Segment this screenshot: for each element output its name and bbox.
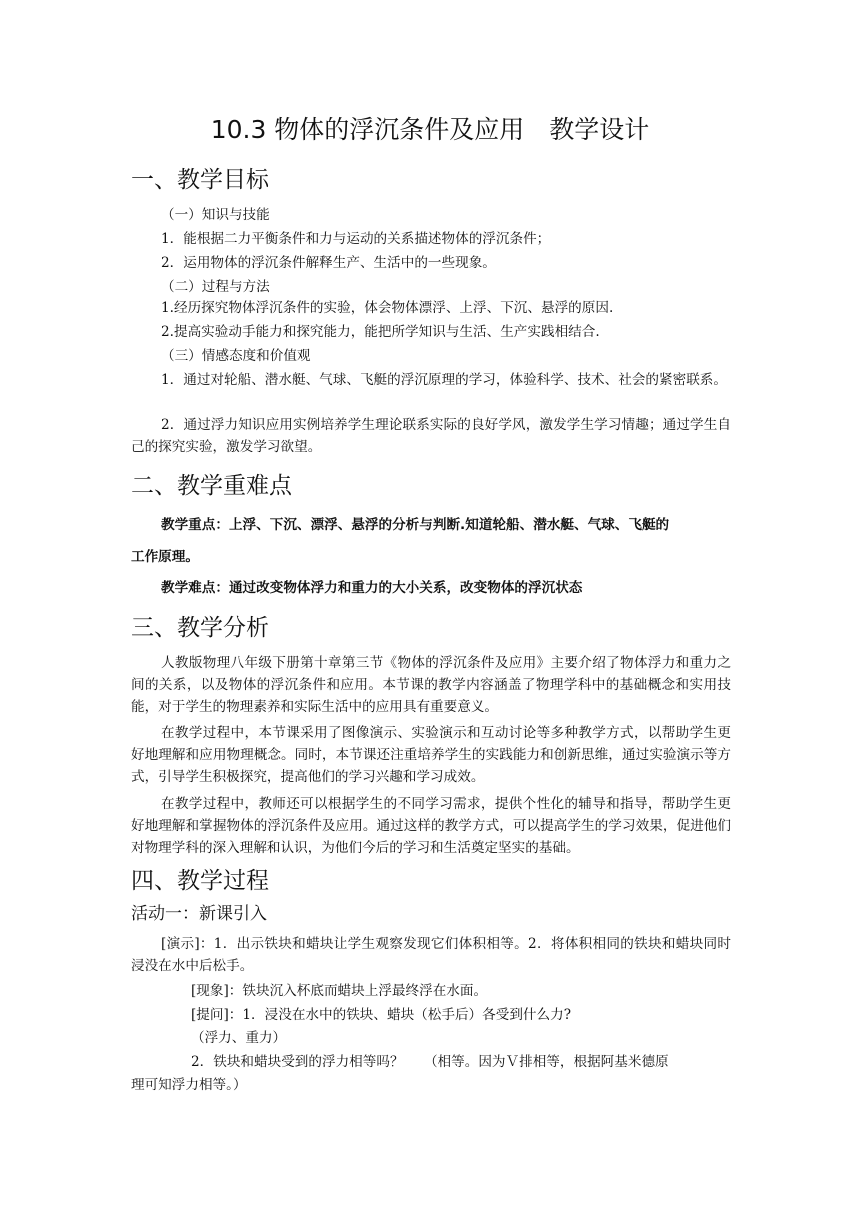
section-heading-key-difficult: 二、教学重难点 <box>131 473 292 499</box>
page-title: 10.3 物体的浮沉条件及应用 教学设计 <box>210 115 650 144</box>
subheading-process: （二）过程与方法 <box>161 279 270 295</box>
analysis-paragraph-1: 人教版物理八年级下册第十章第三节《物体的浮沉条件及应用》主要介绍了物体浮力和重力之间的关系，以及物体的浮沉条件和应用。本节课的教学内容涵盖了物理学科中的基础概念和实用技能，对于学生的物理素养和实际生活中的应用具有重要意义。 <box>131 655 731 715</box>
attitude-item-2: 2．通过浮力知识应用实例培养学生理论联系实际的良好学风，激发学生学习情趣；通过学生自己的探究实验，激发学习欲望。 <box>131 417 731 455</box>
question-1: [提问]：1．浸没在水中的铁块、蜡块（松手后）各受到什么力? <box>191 1007 571 1023</box>
activity-1-heading: 活动一：新课引入 <box>131 904 267 924</box>
question-2-line-2: 理可知浮力相等。） <box>131 1077 247 1093</box>
process-item-2: 2.提高实验动手能力和探究能力，能把所学知识与生活、生产实践相结合. <box>161 324 600 340</box>
section-heading-process: 四、教学过程 <box>131 868 269 894</box>
analysis-paragraph-3: 在教学过程中，教师还可以根据学生的不同学习需求，提供个性化的辅导和指导，帮助学生更好地理解和掌握物体的浮沉条件及应用。通过这样的教学方式，可以提高学生的学习效果，促进他们对物理学科的深入理解和认识，为他们今后的学习和生活奠定坚实的基础。 <box>131 796 731 856</box>
subheading-knowledge: （一）知识与技能 <box>161 207 270 223</box>
key-point-line-1: 教学重点：上浮、下沉、漂浮、悬浮的分析与判断.知道轮船、潜水艇、气球、飞艇的 <box>161 517 670 533</box>
section-heading-analysis: 三、教学分析 <box>131 615 269 641</box>
answer-1: （浮力、重力） <box>191 1030 287 1046</box>
process-item-1: 1.经历探究物体浮沉条件的实验，体会物体漂浮、上浮、下沉、悬浮的原因. <box>161 300 614 316</box>
knowledge-item-2: 2．运用物体的浮沉条件解释生产、生活中的一些现象。 <box>161 255 496 271</box>
section-heading-objectives: 一、教学目标 <box>131 167 269 193</box>
difficult-point: 教学难点：通过改变物体浮力和重力的大小关系，改变物体的浮沉状态 <box>161 580 583 596</box>
phenomenon-text: [现象]：铁块沉入杯底而蜡块上浮最终浮在水面。 <box>191 983 488 999</box>
question-2-line-1: 2．铁块和蜡块受到的浮力相等吗？ （相等。因为Ｖ排相等，根据阿基米德原 <box>191 1054 669 1070</box>
subheading-attitude: （三）情感态度和价值观 <box>161 348 311 364</box>
knowledge-item-1: 1．能根据二力平衡条件和力与运动的关系描述物体的浮沉条件； <box>161 231 551 247</box>
analysis-paragraph-2: 在教学过程中，本节课采用了图像演示、实验演示和互动讨论等多种教学方式，以帮助学生更好地理解和应用物理概念。同时，本节课还注重培养学生的实践能力和创新思维，通过实验演示等方式，引导学生积极探究，提高他们的学习兴趣和学习成效。 <box>131 725 731 785</box>
key-point-line-2: 工作原理。 <box>131 549 199 565</box>
demo-text: [演示]：1．出示铁块和蜡块让学生观察发现它们体积相等。2．将体积相同的铁块和蜡块同时浸没在水中后松手。 <box>131 936 731 974</box>
attitude-item-1: 1．通过对轮船、潜水艇、气球、飞艇的浮沉原理的学习，体验科学、技术、社会的紧密联系。 <box>161 372 727 388</box>
